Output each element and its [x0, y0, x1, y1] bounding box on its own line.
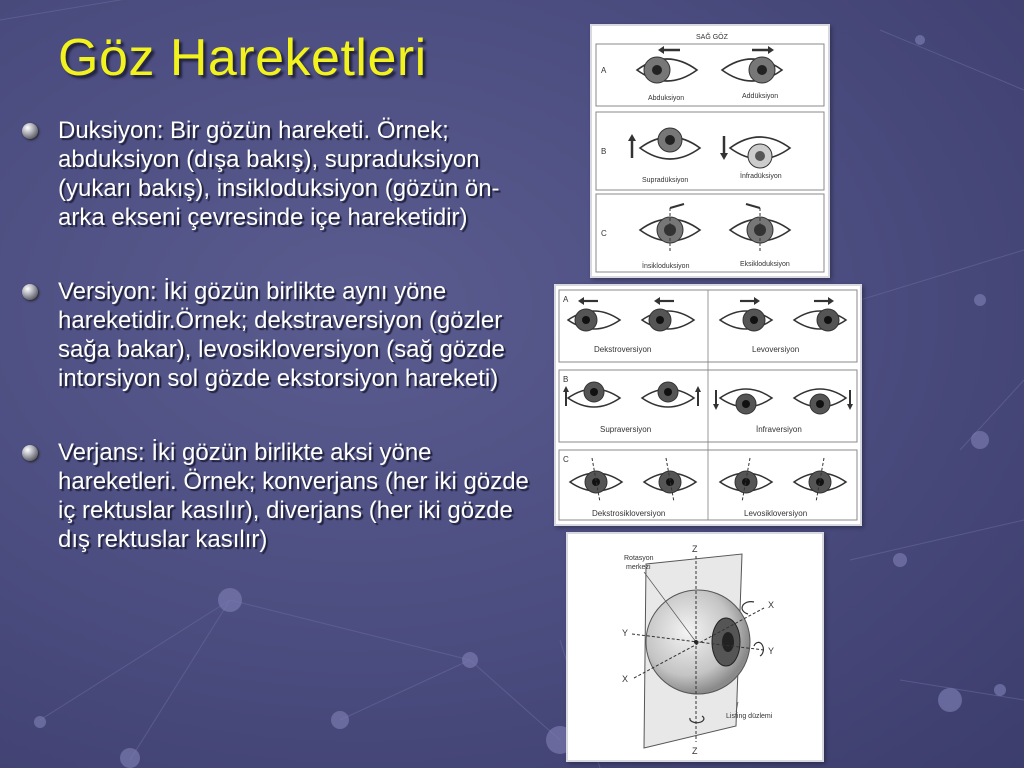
- bullet-sphere-icon: [22, 123, 38, 139]
- figure1-infraduksiyon: İnfradüksiyon: [740, 173, 782, 180]
- figure2-dekstrosikloversiyon: Dekstrosikloversiyon: [592, 509, 666, 518]
- figure2-dekstroversiyon: Dekstroversiyon: [594, 345, 652, 354]
- eye-dextroversion-left-icon: [568, 309, 620, 331]
- figure2-supraversiyon: Supraversiyon: [600, 425, 652, 434]
- eye-infraversion-left-icon: [720, 389, 772, 414]
- figure2-row-c-letter: C: [563, 455, 569, 464]
- figure1-supraduksiyon: Supradüksiyon: [642, 177, 689, 184]
- figure2-levosikloversiyon: Levosikloversiyon: [744, 509, 808, 518]
- figure1-row-c-letter: C: [601, 229, 607, 238]
- bullet-verjans: [22, 438, 542, 554]
- listing-plane-label: Listing düzlemi: [726, 713, 773, 720]
- axis-z-top-label: Z: [692, 544, 698, 554]
- eye-infraduction-icon: [730, 137, 790, 168]
- eye-levocycloversion-right-icon: [794, 471, 846, 493]
- eye-supraversion-right-icon: [642, 382, 694, 407]
- figure1-header: SAĞ GÖZ: [696, 34, 728, 41]
- figure1-eksikloduksiyon: Eksikloduksiyon: [740, 261, 790, 268]
- figure1-insikloduksiyon: İnsikloduksiyon: [642, 263, 690, 270]
- eye-adduction-icon: [722, 57, 782, 83]
- eye-levoversion-left-icon: [720, 309, 772, 331]
- figure1-row-b-letter: B: [601, 147, 607, 156]
- eye-infraversion-right-icon: [794, 389, 846, 414]
- axis-z-bottom-label: Z: [692, 746, 698, 756]
- axis-y-left-label: Y: [622, 628, 629, 638]
- eye-dextrocycloversion-right-icon: [644, 471, 696, 493]
- axis-x-right-label: X: [768, 600, 775, 610]
- axis-y-right-label: Y: [768, 646, 775, 656]
- eye-supraversion-left-icon: [568, 382, 620, 407]
- figure1-adduksiyon: Addüksiyon: [742, 93, 779, 100]
- figure-listing-plane: [566, 532, 824, 762]
- bullet-duksiyon: [22, 116, 542, 232]
- eye-dextrocycloversion-left-icon: [570, 471, 622, 493]
- bullet-versiyon: [22, 277, 542, 393]
- figure1-abduksiyon: Abduksiyon: [648, 95, 685, 102]
- bullet-sphere-icon: [22, 445, 38, 461]
- eye-supraduction-icon: [640, 128, 700, 159]
- figure1-row-a-letter: A: [601, 66, 607, 75]
- figure-duksiyon: [590, 24, 830, 278]
- figure2-infraversiyon: İnfraversiyon: [756, 425, 802, 434]
- figure2-levoversiyon: Levoversiyon: [752, 345, 800, 354]
- bullet-sphere-icon: [22, 284, 38, 300]
- rotation-center-label: Rotasyon: [624, 555, 654, 562]
- axis-x-left-label: X: [622, 674, 629, 684]
- eye-dextroversion-right-icon: [642, 309, 694, 331]
- bullet-text: Verjans: İki gözün birlikte aksi yöne hareketleri. Örnek; konverjans (her iki gözde iç rektuslar kasılır), diverjans (her iki gözde dış rektuslar kasılır): [58, 439, 529, 553]
- figure-versiyon: [554, 284, 862, 526]
- eye-abduction-icon: [637, 57, 697, 83]
- eye-levoversion-right-icon: [794, 309, 846, 331]
- eye-levocycloversion-left-icon: [720, 471, 772, 493]
- slide-title: Göz Hareketleri: [58, 29, 427, 87]
- bullet-text: Versiyon: İki gözün birlikte aynı yöne hareketidir.Örnek; dekstraversiyon (gözler sağa bakar), levosikloversiyon (sağ gözde intorsiyon sol gözde ekstorsiyon hareketi): [58, 278, 505, 392]
- bullet-list: [22, 116, 542, 599]
- rotation-arrow-x-icon: [742, 602, 754, 614]
- figure2-row-b-letter: B: [563, 375, 569, 384]
- bullet-text: Duksiyon: Bir gözün hareketi. Örnek; abduksiyon (dışa bakış), supraduksiyon (yukarı bakış), insikloduksiyon (gözün ön-arka ekseni çevresinde içe hareketidir): [58, 117, 500, 231]
- figure2-row-a-letter: A: [563, 295, 569, 304]
- rotation-center-label-2: merkezi: [626, 564, 651, 571]
